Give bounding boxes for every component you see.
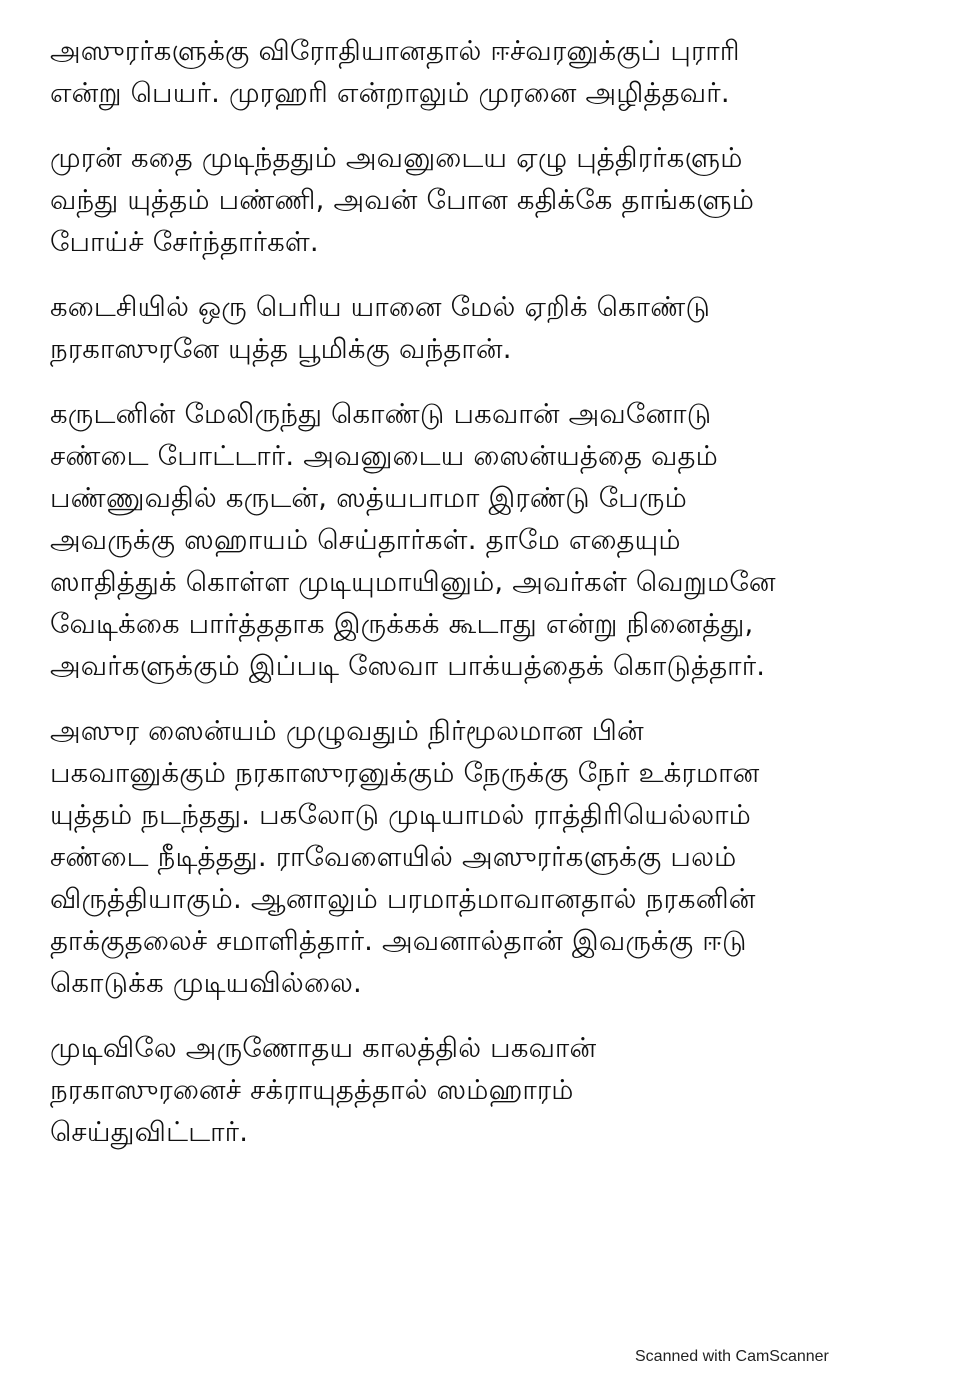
- text-line: அஸுரர்களுக்கு விரோதியானதால் ஈச்வரனுக்குப் புராரி: [50, 35, 740, 67]
- text-line: போய்ச் சேர்ந்தார்கள்.: [50, 226, 319, 258]
- text-line: நரகாஸுரனைச் சக்ராயுதத்தால் ஸம்ஹாரம்: [50, 1074, 574, 1106]
- text-line: ஸாதித்துக் கொள்ள முடியுமாயினும், அவர்கள் வெறுமனே: [50, 566, 776, 598]
- camscanner-watermark: Scanned with CamScanner: [635, 1348, 829, 1365]
- paragraph: [50, 137, 930, 263]
- text-line: தாக்குதலைச் சமாளித்தார். அவனால்தான் இவருக்கு ஈடு: [50, 925, 747, 957]
- text-line: பகவானுக்கும் நரகாஸுரனுக்கும் நேருக்கு நேர் உக்ரமான: [50, 757, 760, 789]
- text-line: கருடனின் மேலிருந்து கொண்டு பகவான் அவனோடு: [50, 398, 712, 430]
- paragraph: [50, 30, 930, 114]
- text-line: அஸுர ஸைன்யம் முழுவதும் நிர்மூலமான பின்: [50, 715, 644, 747]
- text-line: கடைசியில் ஒரு பெரிய யானை மேல் ஏறிக் கொண்டு: [50, 291, 711, 323]
- text-line: என்று பெயர். முரஹரி என்றாலும் முரனை அழித்தவர்.: [50, 77, 730, 109]
- document-body: [50, 30, 930, 1153]
- text-line: முடிவிலே அருணோதய காலத்தில் பகவான்: [50, 1032, 597, 1064]
- text-line: பண்ணுவதில் கருடன், ஸத்யபாமா இரண்டு பேரும்: [50, 482, 687, 514]
- paragraph: [50, 710, 930, 1004]
- text-line: வந்து யுத்தம் பண்ணி, அவன் போன கதிக்கே தாங்களும்: [50, 184, 755, 216]
- text-line: வேடிக்கை பார்த்ததாக இருக்கக் கூடாது என்று நினைத்து,: [50, 608, 754, 640]
- text-line: யுத்தம் நடந்தது. பகலோடு முடியாமல் ராத்திரியெல்லாம்: [50, 799, 751, 831]
- paragraph: [50, 1027, 930, 1153]
- text-line: நரகாஸுரனே யுத்த பூமிக்கு வந்தான்.: [50, 333, 512, 365]
- paragraph: [50, 393, 930, 687]
- text-line: சண்டை போட்டார். அவனுடைய ஸைன்யத்தை வதம்: [50, 440, 718, 472]
- text-line: அவர்களுக்கும் இப்படி ஸேவா பாக்யத்தைக் கொடுத்தார்.: [50, 650, 766, 682]
- text-line: கொடுக்க முடியவில்லை.: [50, 967, 362, 999]
- text-line: செய்துவிட்டார்.: [50, 1116, 249, 1148]
- text-line: அவருக்கு ஸஹாயம் செய்தார்கள். தாமே எதையும்: [50, 524, 681, 556]
- text-line: சண்டை நீடித்தது. ராவேளையில் அஸுரர்களுக்கு பலம்: [50, 841, 737, 873]
- paragraph: [50, 286, 930, 370]
- text-line: விருத்தியாகும். ஆனாலும் பரமாத்மாவானதால் நரகனின்: [50, 883, 756, 915]
- text-line: முரன் கதை முடிந்ததும் அவனுடைய ஏழு புத்திரர்களும்: [50, 142, 743, 174]
